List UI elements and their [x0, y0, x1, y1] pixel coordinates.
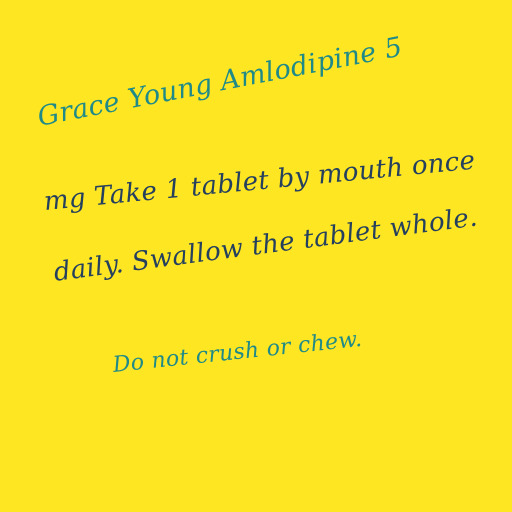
note-line-3: daily. Swallow the tablet whole.: [52, 202, 480, 288]
note-line-4: Do not crush or chew.: [111, 326, 364, 378]
note-line-1: Grace Young Amlodipine 5: [35, 31, 405, 133]
note-line-2: mg Take 1 tablet by mouth once: [42, 145, 477, 217]
